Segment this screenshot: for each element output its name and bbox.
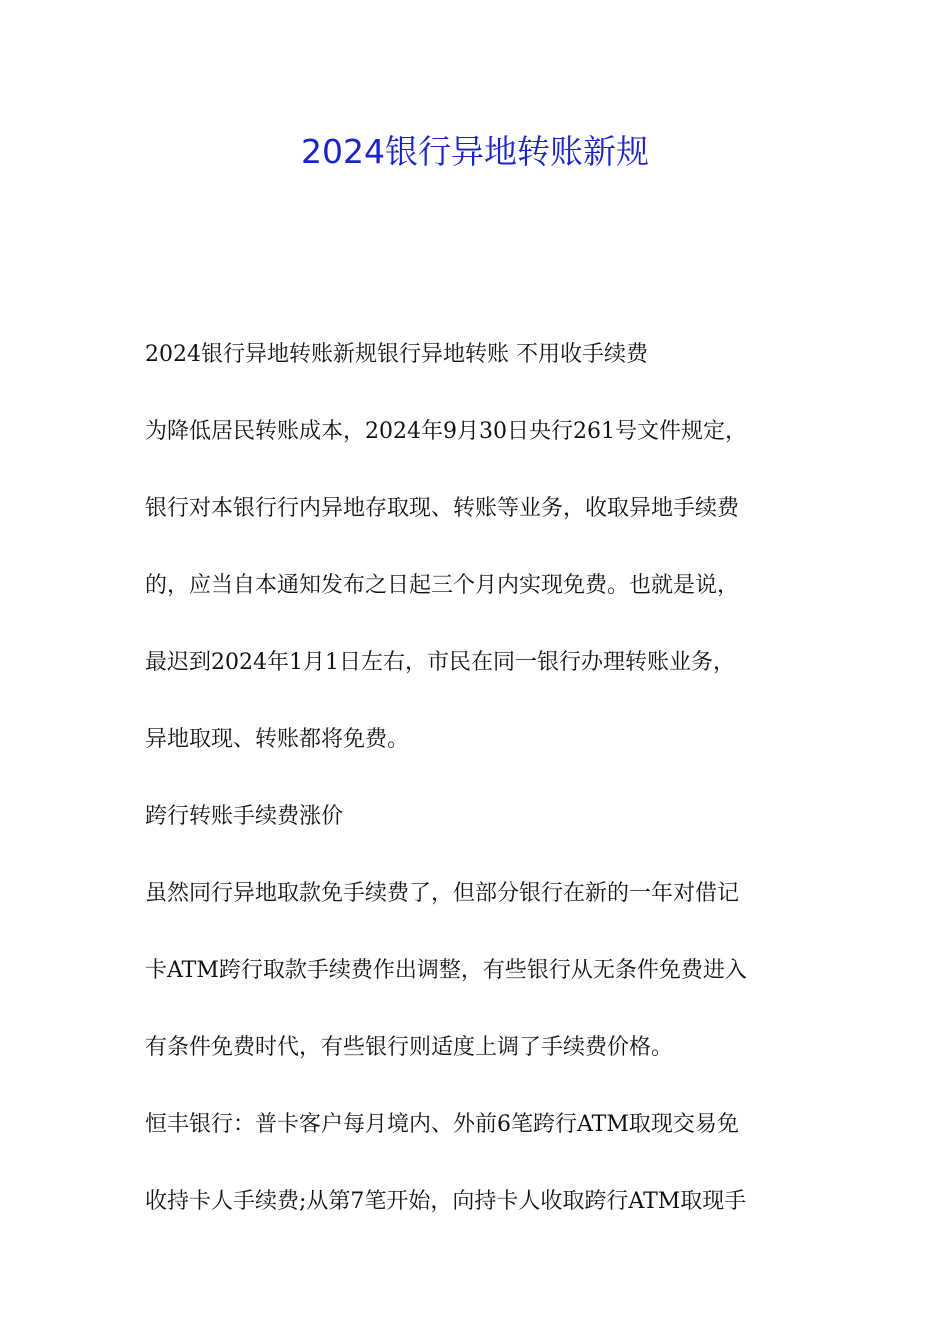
paragraph-line: 恒丰银行：普卡客户每月境内、外前6笔跨行ATM取现交易免 (145, 1112, 739, 1137)
paragraph-line: 收持卡人手续费;从第7笔开始，向持卡人收取跨行ATM取现手 (145, 1189, 747, 1214)
paragraph-line: 有条件免费时代，有些银行则适度上调了手续费价格。 (145, 1035, 674, 1060)
paragraph-line: 最迟到2024年1月1日左右，市民在同一银行办理转账业务， (145, 650, 735, 675)
paragraph-line: 银行对本银行行内异地存取现、转账等业务，收取异地手续费 (145, 496, 740, 521)
paragraph-line: 的，应当自本通知发布之日起三个月内实现免费。也就是说， (145, 573, 740, 598)
document-title: 2024银行异地转账新规 (301, 132, 649, 171)
paragraph-line: 虽然同行异地取款免手续费了，但部分银行在新的一年对借记 (145, 881, 740, 906)
document-body (145, 342, 815, 1214)
paragraph-line: 跨行转账手续费涨价 (145, 804, 344, 829)
paragraph-line: 异地取现、转账都将免费。 (145, 727, 410, 752)
paragraph-line: 为降低居民转账成本，2024年9月30日央行261号文件规定， (145, 419, 747, 444)
paragraph-line: 卡ATM跨行取款手续费作出调整，有些银行从无条件免费进入 (145, 958, 747, 983)
paragraph-line: 2024银行异地转账新规银行异地转账 不用收手续费 (145, 342, 648, 367)
